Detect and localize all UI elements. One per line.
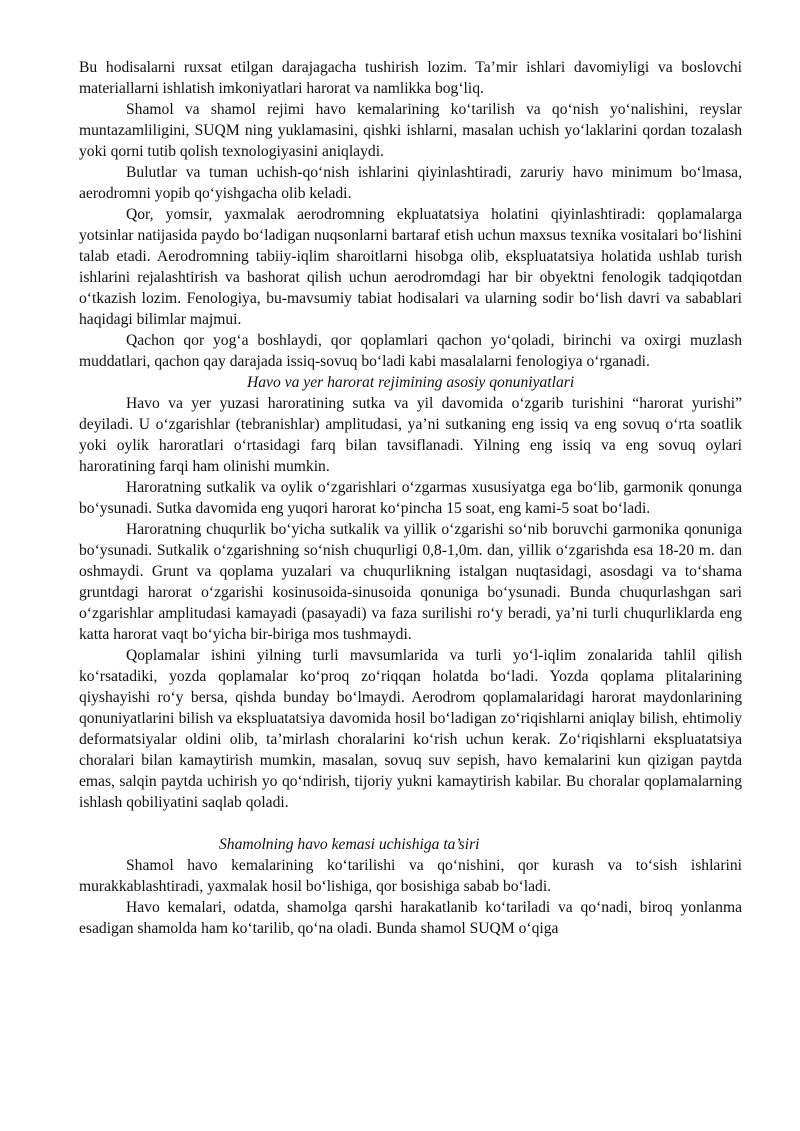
paragraph: Haroratning sutkalik va oylik o‘zgarishlari o‘zgarmas xususiyatga ega bo‘lib, garmonik qonunga bo‘ysunadi. Sutka davomida eng yuqori harorat ko‘pincha 15 soat, eng kami-5 soat bo‘ladi. [79,479,742,517]
paragraph: Qachon qor yog‘a boshlaydi, qor qoplamlari qachon yo‘qoladi, birinchi va oxirgi muzlash muddatlari, qachon qay darajada issiq-sovuq bo‘ladi kabi masalalarni fenologiya o‘rganadi. [79,332,742,370]
paragraph: Havo va yer yuzasi haroratining sutka va yil davomida o‘zgarib turishini “harorat yurishi” deyiladi. U o‘zgarishlar (tebranishlar) amplitudasi, ya’ni sutkaning eng issiq va eng sovuq o‘rta soatlik yoki oylik haroratlari o‘rtasidagi farq bilan tavsiflanadi. Yilning eng issiq va eng sovuq oylari haroratining farqi ham olinishi mumkin. [79,395,742,475]
section-heading: Havo va yer harorat rejimining asosiy qonuniyatlari [247,374,575,391]
paragraph: Haroratning chuqurlik bo‘yicha sutkalik va yillik o‘zgarishi so‘nib boruvchi garmonika qonuniga bo‘ysunadi. Sutkalik o‘zgarishning so‘nish chuqurligi 0,8-1,0m. dan, yillik o‘zgarishda esa 18-20 m. dan oshmaydi. Grunt va qoplama yuzalari va chuqurlikning istalgan nuqtasidagi, asosdagi va to‘shama gruntdagi harorat o‘zgarishi kosinusoida-sinusoida qonuniga bo‘ysunadi. Bunda chuqurlashgan sari o‘zgarishlar amplitudasi kamayadi (pasayadi) va faza surilishi ro‘y beradi, ya’ni turli chuqurliklarda eng katta harorat vaqt bo‘yicha bir-biriga mos tushmaydi. [79,521,742,643]
paragraph: Shamol va shamol rejimi havo kemalarining ko‘tarilish va qo‘nish yo‘nalishini, reyslar muntazamliligini, SUQM ning yuklamasini, qishki ishlarni, masalan uchish yo‘laklarini qordan tozalash yoki qorni tutib qolish texnologiyasini aniqlaydi. [79,101,742,160]
document-page [79,57,742,939]
paragraph: Bu hodisalarni ruxsat etilgan darajagacha tushirish lozim. Ta’mir ishlari davomiyligi va boslovchi materiallarni ishlatish imkoniyatlari harorat va namlikka bog‘liq. [79,59,742,97]
paragraph: Qor, yomsir, yaxmalak aerodromning ekpluatatsiya holatini qiyinlashtiradi: qoplamalarga yotsinlar natijasida paydo bo‘ladigan nuqsonlarni bartaraf etish uchun maxsus texnika vositalari bo‘lishini talab etadi. Aerodromning tabiiy-iqlim sharoitlarni hisobga olib, ekspluatatsiya holatida ushlab turish ishlarini rejalashtirish va bashorat qilish uchun aerodromdagi har bir obyektni fenologik tadqiqotdan o‘tkazish lozim. Fenologiya, bu-mavsumiy tabiat hodisalari va ularning sodir bo‘lish davri va sabablari haqidagi bilimlar majmui. [79,206,742,328]
paragraph: Havo kemalari, odatda, shamolga qarshi harakatlanib ko‘tariladi va qo‘nadi, biroq yonlanma esadigan shamolda ham ko‘tarilib, qo‘na oladi. Bunda shamol SUQM o‘qiga [79,899,742,937]
section-heading: Shamolning havo kemasi uchishiga ta’siri [219,836,480,853]
paragraph: Shamol havo kemalarining ko‘tarilishi va qo‘nishini, qor kurash va to‘sish ishlarini murakkablashtiradi, yaxmalak hosil bo‘lishiga, qor bosishiga sabab bo‘ladi. [79,857,742,895]
paragraph: Bulutlar va tuman uchish-qo‘nish ishlarini qiyinlashtiradi, zaruriy havo minimum bo‘lmasa, aerodromni yopib qo‘yishgacha olib keladi. [79,164,742,202]
paragraph: Qoplamalar ishini yilning turli mavsumlarida va turli yo‘l-iqlim zonalarida tahlil qilish ko‘rsatadiki, yozda qoplamalar ko‘proq zo‘riqqan holatda bo‘ladi. Yozda qoplama plitalarining qiyshayishi ro‘y bersa, qishda bunday bo‘lmaydi. Aerodrom qoplamalaridagi harorat maydonlarining qonuniyatlarini bilish va ekspluatatsiya davomida hosil bo‘ladigan zo‘riqishlarni aniqlay bilish, ehtimoliy deformatsiyalar oldini olib, ta’mirlash choralarini ko‘rish uchun kerak. Zo‘riqishlarni ekspluatatsiya choralari bilan kamaytirish mumkin, masalan, sovuq suv sepish, havo kemalarini kun qizigan paytda emas, salqin paytda uchirish yo qo‘ndirish, tijoriy yukni kamaytirish kabilar. Bu choralar qoplamalarning ishlash qobiliyatini saqlab qoladi. [79,647,742,811]
